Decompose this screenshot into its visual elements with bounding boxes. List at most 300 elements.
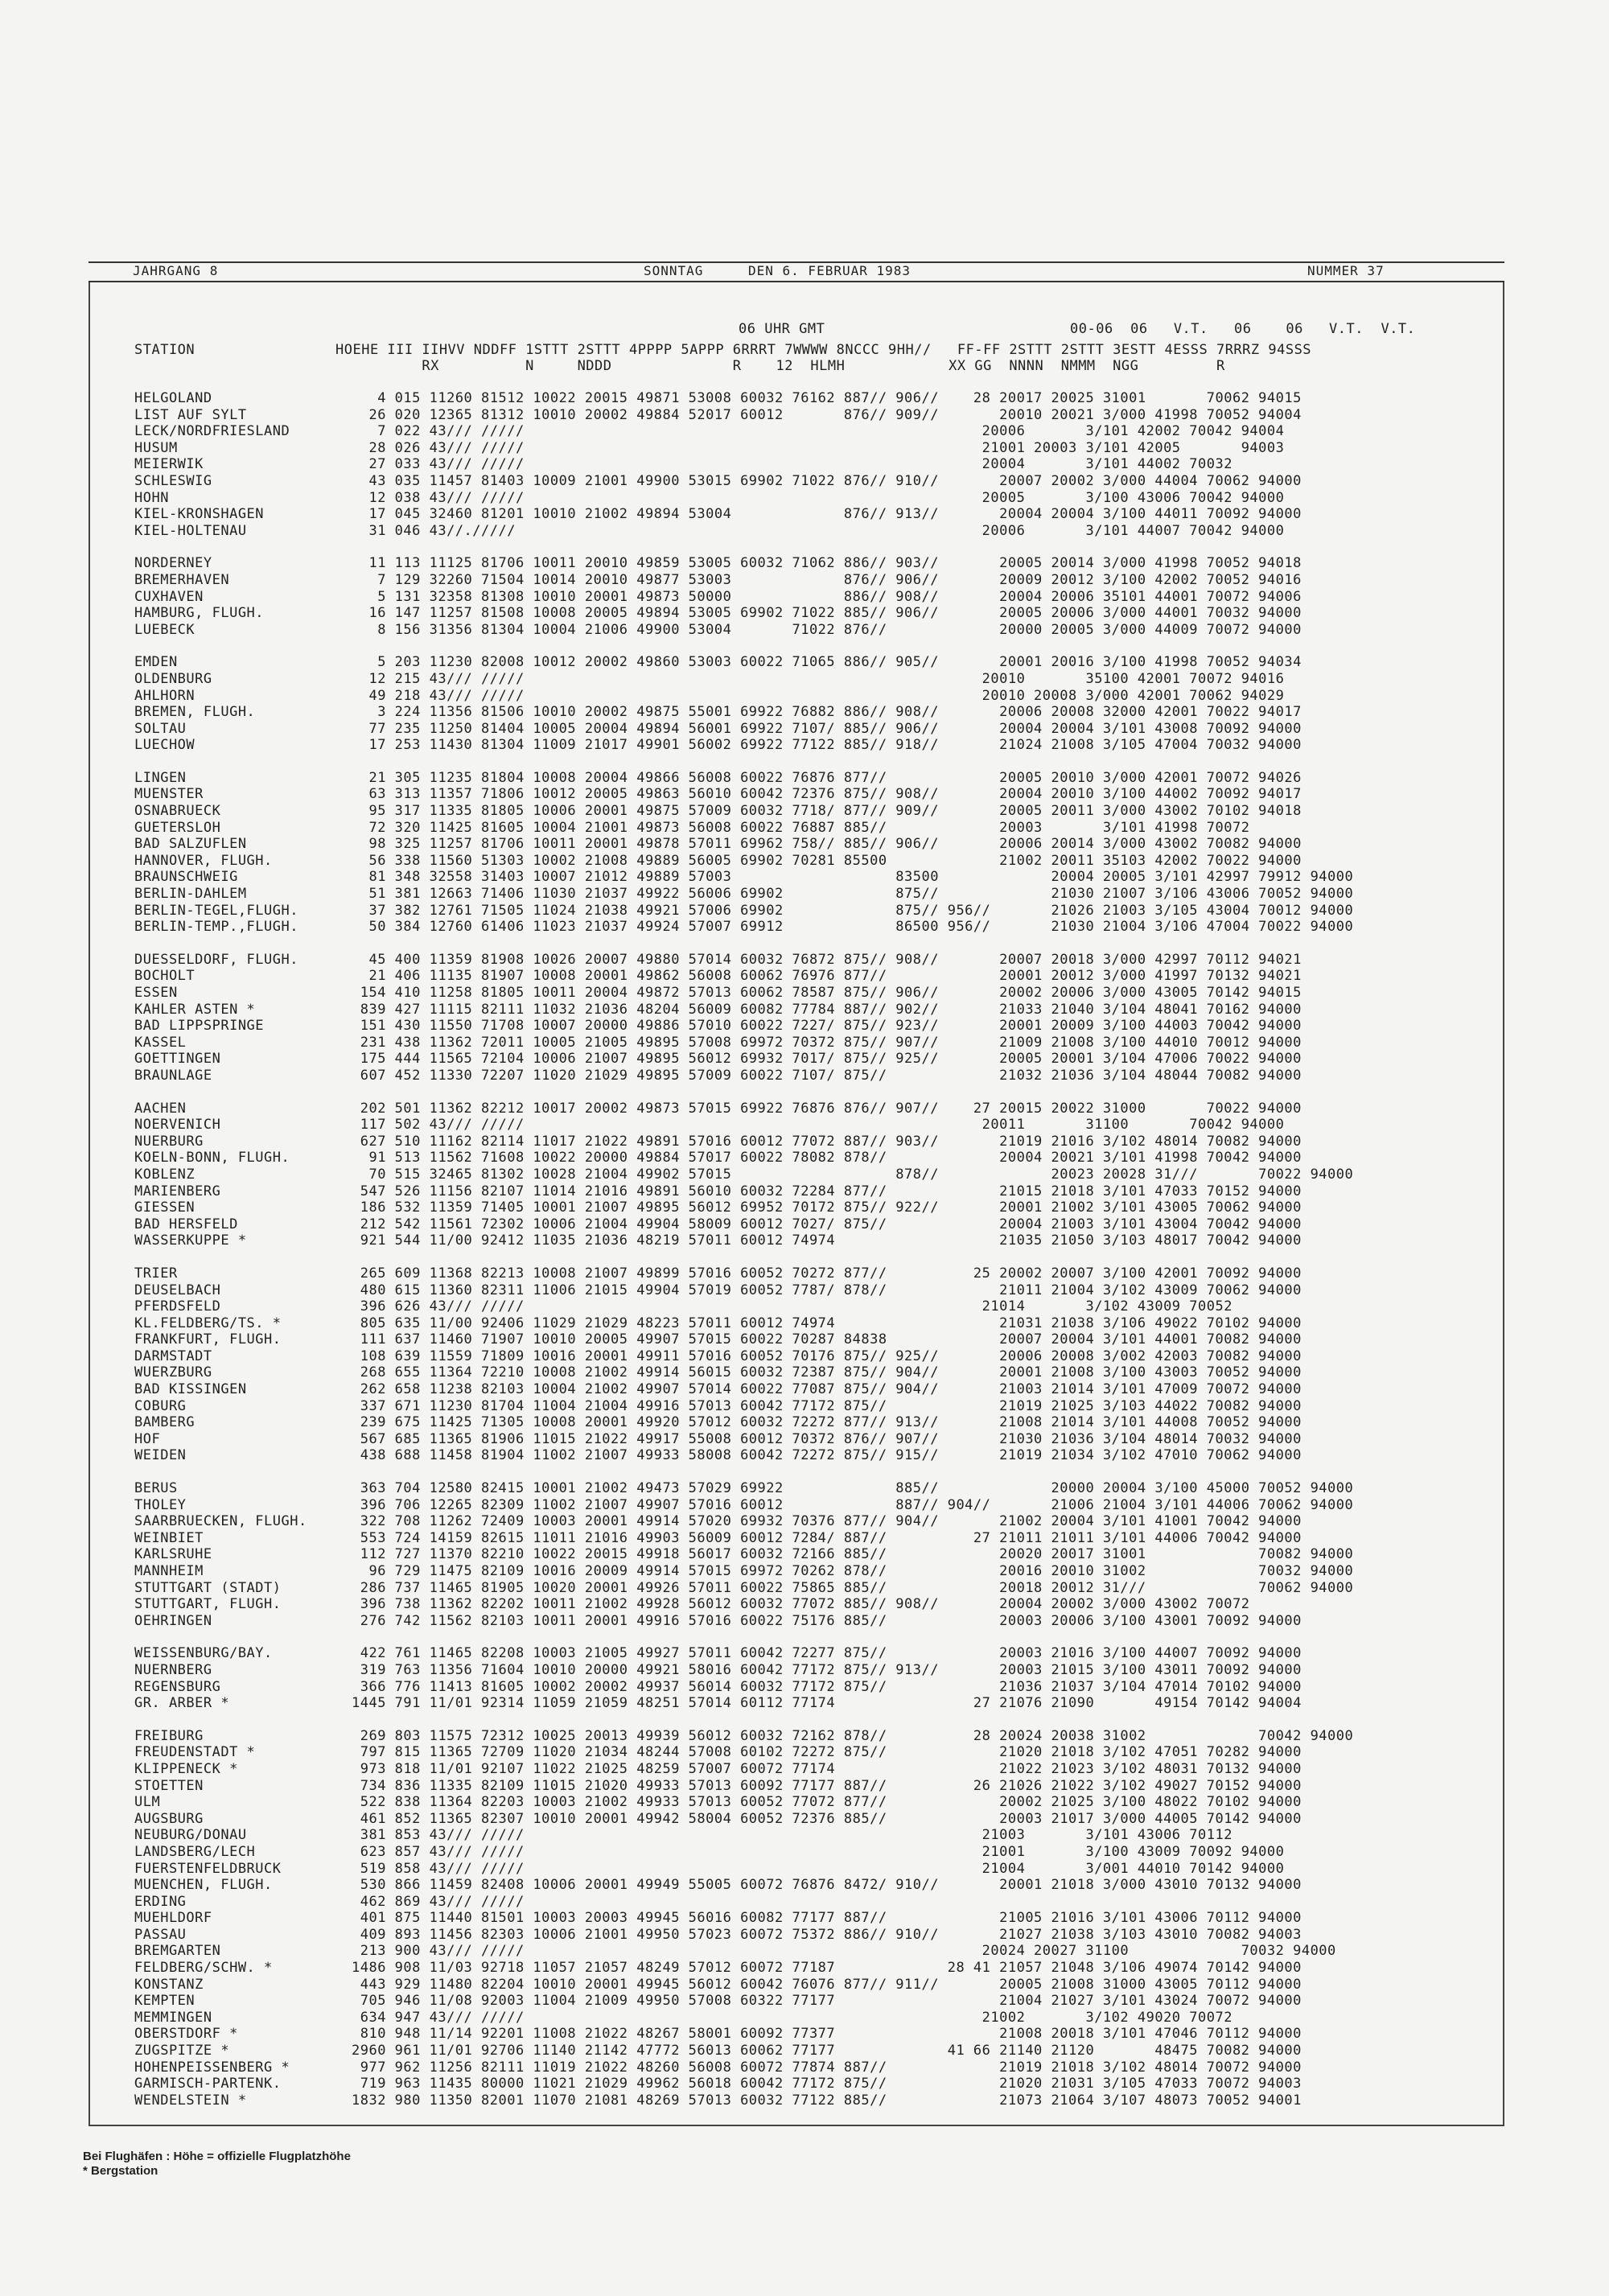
station-row (90, 968, 1503, 985)
station-group (90, 770, 1503, 936)
station-name: HANNOVER, FLUGH. (134, 852, 273, 869)
station-row (90, 1910, 1503, 1927)
station-row (90, 1051, 1503, 1068)
station-name: BOCHOLT (134, 968, 195, 985)
station-row (90, 737, 1503, 754)
weather-report-sheet (88, 261, 1504, 2126)
station-name: PFERDSFELD (134, 1298, 221, 1315)
station-data: 37 382 12761 71505 11024 21038 49921 57006 69902 875// 956// 21026 21003 3/105 43004 70012 94000 (352, 902, 1354, 919)
station-data: 212 542 11561 72302 10006 21004 49904 58009 60012 7027/ 875// 20004 21003 3/101 43004 70042 94000 (352, 1216, 1302, 1232)
station-data: 268 655 11364 72210 10008 21002 49914 56015 60032 72387 875// 904// 20001 21008 3/100 43003 70052 94000 (352, 1364, 1302, 1381)
station-data: 977 962 11256 82111 11019 21022 48260 56008 60072 77874 887// 21019 21018 3/102 48014 70072 94000 (352, 2059, 1302, 2076)
station-data: 607 452 11330 72207 11020 21029 49895 57009 60022 7107/ 875// 21032 21036 3/104 48044 70082 94000 (352, 1067, 1302, 1084)
station-row (90, 1877, 1503, 1894)
station-group (90, 390, 1503, 539)
station-name: FELDBERG/SCHW. * (134, 1960, 273, 1977)
station-data: 797 815 11365 72709 11020 21034 48244 57008 60102 72272 875// 21020 21018 3/102 47051 70282 94000 (352, 1744, 1302, 1761)
station-data: 31 046 43//.///// 20006 3/101 44007 70042 94000 (352, 522, 1285, 539)
station-row (90, 1728, 1503, 1745)
station-row (90, 1134, 1503, 1150)
station-row (90, 523, 1503, 540)
station-name: KIEL-HOLTENAU (134, 522, 247, 539)
station-row (90, 1744, 1503, 1761)
station-row (90, 1331, 1503, 1348)
station-name: STUTTGART (STADT) (134, 1579, 282, 1596)
station-data: 51 381 12663 71406 11030 21037 49922 56006 69902 875// 21030 21007 3/106 43006 70052 94000 (352, 886, 1354, 903)
station-name: OBERSTDORF * (134, 2026, 238, 2043)
station-name: BAD HERSFELD (134, 1216, 238, 1232)
station-name: NUERNBERG (134, 1661, 212, 1678)
station-name: WENDELSTEIN * (134, 2092, 247, 2109)
report-table (88, 282, 1504, 2126)
station-data: 70 515 32465 81302 10028 21004 49902 57015 878// 20023 20028 31/// 70022 94000 (352, 1166, 1354, 1183)
weekday-label: SONNTAG (644, 263, 704, 278)
station-data: 45 400 11359 81908 10026 20007 49880 57014 60032 76872 875// 908// 20007 20018 3/000 42997 70112 94021 (352, 951, 1302, 968)
station-data: 396 738 11362 82202 10011 21002 49928 56012 60032 77072 885// 908// 20004 20002 3/000 43002 70072 (352, 1596, 1250, 1613)
station-row (90, 1778, 1503, 1795)
station-name: BERUS (134, 1480, 178, 1497)
station-row (90, 952, 1503, 969)
station-name: OEHRINGEN (134, 1612, 212, 1629)
station-name: CUXHAVEN (134, 588, 204, 605)
station-name: ZUGSPITZE * (134, 2043, 230, 2059)
station-data: 438 688 11458 81904 11002 21007 49933 58008 60042 72272 875// 915// 21019 21034 3/102 47010 70062 94000 (352, 1447, 1302, 1464)
station-row (90, 490, 1503, 507)
station-data: 461 852 11365 82307 10010 20001 49942 58004 60052 72376 885// 20003 21017 3/000 44005 70142 94000 (352, 1810, 1302, 1827)
station-data: 322 708 11262 72409 10003 20001 49914 57020 69932 70376 877// 904// 21002 20004 3/101 41001 70042 94000 (352, 1513, 1302, 1530)
station-data: 63 313 11357 71806 10012 20005 49863 56010 60042 72376 875// 908// 20004 20010 3/100 44002 70092 94017 (352, 786, 1302, 803)
volume-label: JAHRGANG 8 (133, 263, 219, 278)
station-data: 319 763 11356 71604 10010 20000 49921 58016 60042 77172 875// 913// 20003 21015 3/100 43011 70092 94000 (352, 1661, 1302, 1678)
station-row (90, 1068, 1503, 1084)
station-row (90, 2059, 1503, 2076)
station-row (90, 721, 1503, 738)
station-data: 1486 908 11/03 92718 11057 21057 48249 57012 60072 77187 28 41 21057 21048 3/106 49074 70142 94000 (352, 1960, 1302, 1977)
station-data: 7 129 32260 71504 10014 20010 49877 53003 876// 906// 20009 20012 3/100 42002 70052 94016 (352, 571, 1302, 588)
station-name: LECK/NORDFRIESLAND (134, 423, 290, 440)
station-name: HAMBURG, FLUGH. (134, 605, 265, 622)
station-data: 11 113 11125 81706 10011 20010 49859 53005 60032 71062 886// 903// 20005 20014 3/000 41998 70052 94018 (352, 555, 1302, 572)
station-data: 480 615 11360 82311 11006 21015 49904 57019 60052 7787/ 878// 21011 21004 3/102 43009 70062 94000 (352, 1282, 1302, 1298)
code-column-subheaders: RX N NDDD R 12 HLMH XX GG NNNN NMMM NGG R (335, 358, 1225, 374)
station-name: SAARBRUECKEN, FLUGH. (134, 1513, 307, 1530)
station-row (90, 390, 1503, 407)
station-name: NOERVENICH (134, 1117, 221, 1134)
station-data: 805 635 11/00 92406 11029 21029 48223 57011 60012 74974 21031 21038 3/106 49022 70102 94000 (352, 1315, 1302, 1331)
station-row (90, 1216, 1503, 1233)
station-row (90, 2026, 1503, 2043)
station-name: BAD LIPPSPRINGE (134, 1018, 265, 1035)
station-data: 810 948 11/14 92201 11008 21022 48267 58001 60092 77377 21008 20018 3/101 47046 70112 94000 (352, 2026, 1302, 2043)
station-row (90, 1199, 1503, 1216)
station-data: 154 410 11258 81805 10011 20004 49872 57013 60062 78587 875// 906// 20002 20006 3/000 43005 70142 94015 (352, 985, 1302, 1001)
station-data: 623 857 43/// ///// 21001 3/100 43009 70092 94000 (352, 1843, 1285, 1860)
station-name: HOF (134, 1430, 161, 1447)
station-name: ERDING (134, 1893, 187, 1910)
station-data: 95 317 11335 81805 10006 20001 49875 57009 60032 7718/ 877// 909// 20005 20011 3/000 43002 70102 94018 (352, 803, 1302, 820)
column-header-line-3 (90, 358, 1503, 374)
station-name: BAMBERG (134, 1414, 195, 1431)
station-name: BERLIN-TEMP.,FLUGH. (134, 919, 298, 936)
station-name: AUGSBURG (134, 1810, 204, 1827)
station-data: 2960 961 11/01 92706 11140 21142 47772 56013 60062 77177 41 66 21140 21120 48475 70082 94000 (352, 2043, 1302, 2059)
station-data: 43 035 11457 81403 10009 21001 49900 53015 69902 71022 876// 910// 20007 20002 3/000 44004 70062 94000 (352, 472, 1302, 489)
station-row (90, 836, 1503, 853)
station-row (90, 1480, 1503, 1497)
station-row (90, 1315, 1503, 1332)
station-row (90, 1844, 1503, 1861)
station-name: NUERBURG (134, 1133, 204, 1150)
station-name: TRIER (134, 1265, 178, 1282)
station-row (90, 440, 1503, 457)
station-name: REGENSBURG (134, 1678, 221, 1695)
station-group (90, 1480, 1503, 1629)
station-row (90, 1167, 1503, 1183)
station-data: 8 156 31356 81304 10004 21006 49900 53004 71022 876// 20000 20005 3/000 44009 70072 94000 (352, 621, 1302, 638)
station-name: THOLEY (134, 1496, 187, 1513)
station-name: OSNABRUECK (134, 803, 221, 820)
station-row (90, 506, 1503, 523)
station-group (90, 1265, 1503, 1464)
station-data: 12 215 43/// ///// 20010 35100 42001 70072 94016 (352, 670, 1285, 687)
station-name: BREMERHAVEN (134, 571, 230, 588)
station-row (90, 1596, 1503, 1613)
station-group (90, 952, 1503, 1084)
station-row (90, 1927, 1503, 1944)
station-data: 973 818 11/01 92107 11022 21025 48259 57007 60072 77174 21022 21023 3/102 48031 70132 94000 (352, 1760, 1302, 1777)
station-group (90, 555, 1503, 638)
station-data: 12 038 43/// ///// 20005 3/100 43006 70042 94000 (352, 489, 1285, 506)
station-name: AHLHORN (134, 687, 195, 704)
station-row (90, 1364, 1503, 1381)
station-name: ULM (134, 1794, 161, 1811)
station-data: 1445 791 11/01 92314 11059 21059 48251 57014 60112 77174 27 21076 21090 49154 70142 94004 (352, 1695, 1302, 1712)
station-row (90, 803, 1503, 820)
station-data: 530 866 11459 82408 10006 20001 49949 55005 60072 76876 8472/ 910// 20001 21018 3/000 43010 70132 94000 (352, 1877, 1302, 1894)
station-data: 269 803 11575 72312 10025 20013 49939 56012 60032 72162 878// 28 20024 20038 31002 70042 94000 (352, 1727, 1354, 1744)
station-row (90, 1861, 1503, 1878)
station-name: MUENCHEN, FLUGH. (134, 1877, 273, 1894)
station-name: KIEL-KRONSHAGEN (134, 506, 265, 523)
station-name: KONSTANZ (134, 1976, 204, 1993)
station-row (90, 869, 1503, 886)
station-row (90, 1282, 1503, 1299)
station-column-header: STATION (134, 342, 195, 358)
station-data: 81 348 32558 31403 10007 21012 49889 57003 83500 20004 20005 3/101 42997 79912 94000 (352, 869, 1354, 886)
station-name: GUETERSLOH (134, 819, 221, 836)
station-name: SCHLESWIG (134, 472, 212, 489)
station-name: COBURG (134, 1397, 187, 1414)
station-name: BRAUNSCHWEIG (134, 869, 238, 886)
station-data: 337 671 11230 81704 11004 21004 49916 57013 60042 77172 875// 21019 21025 3/103 44022 70082 94000 (352, 1397, 1302, 1414)
station-row (90, 1993, 1503, 2010)
station-data: 16 147 11257 81508 10008 20005 49894 53005 69902 71022 885// 906// 20005 20006 3/000 44001 70032 94000 (352, 605, 1302, 622)
column-header-line-1 (90, 321, 1503, 337)
station-data: 567 685 11365 81906 11015 21022 49917 55008 60012 70372 876// 907// 21030 21036 3/104 48014 70032 94000 (352, 1430, 1302, 1447)
station-data: 265 609 11368 82213 10008 21007 49899 57016 60052 70272 877// 25 20002 20007 3/100 42001 70092 94000 (352, 1265, 1302, 1282)
station-name: GARMISCH-PARTENK. (134, 2076, 282, 2092)
station-row (90, 1662, 1503, 1679)
station-row (90, 605, 1503, 622)
station-data: 719 963 11435 80000 11021 21029 49962 56018 60042 77172 875// 21020 21031 3/105 47033 70072 94003 (352, 2076, 1302, 2092)
station-data: 50 384 12760 61406 11023 21037 49924 57007 69912 86500 956// 21030 21004 3/106 47004 70022 94000 (352, 919, 1354, 936)
station-data: 77 235 11250 81404 10005 20004 49894 56001 69922 7107/ 885// 906// 20004 20004 3/101 43008 70092 94000 (352, 720, 1302, 737)
station-data: 111 637 11460 71907 10010 20005 49907 57015 60022 70287 84838 20007 20004 3/101 44001 70082 94000 (352, 1331, 1302, 1348)
station-data: 519 858 43/// ///// 21004 3/001 44010 70142 94000 (352, 1860, 1285, 1877)
station-data: 409 893 11456 82303 10006 21001 49950 57023 60072 75372 886// 910// 21027 21038 3/103 43010 70082 94003 (352, 1926, 1302, 1943)
station-data: 396 706 12265 82309 11002 21007 49907 57016 60012 887// 904// 21006 21004 3/101 44006 70062 94000 (352, 1496, 1354, 1513)
station-name: FREIBURG (134, 1727, 204, 1744)
station-row (90, 1977, 1503, 1994)
station-name: KASSEL (134, 1034, 187, 1051)
station-row (90, 572, 1503, 589)
issue-number-label: NUMMER 37 (1307, 263, 1385, 278)
station-name: LUEBECK (134, 621, 195, 638)
forecast-columns-label: 00-06 06 V.T. 06 06 V.T. V.T. (1070, 321, 1416, 337)
station-data: 213 900 43/// ///// 20024 20027 31100 70032 94000 (352, 1943, 1336, 1960)
station-row (90, 1563, 1503, 1580)
station-row (90, 1761, 1503, 1778)
code-column-headers: HOEHE III IIHVV NDDFF 1STTT 2STTT 4PPPP 5APPP 6RRRT 7WWWW 8NCCC 9HH// FF-FF 2STTT 2STTT 3ESTT 4ESSS 7RRRZ 94SSS (335, 342, 1312, 358)
station-data: 839 427 11115 82111 11032 21036 48204 56009 60082 77784 887// 902// 21033 21040 3/104 48041 70162 94000 (352, 1001, 1302, 1018)
station-row (90, 1398, 1503, 1415)
station-data: 49 218 43/// ///// 20010 20008 3/000 42001 70062 94029 (352, 687, 1285, 704)
station-name: FRANKFURT, FLUGH. (134, 1331, 282, 1348)
station-row (90, 1613, 1503, 1630)
station-data: 7 022 43/// ///// 20006 3/101 42002 70042 94004 (352, 423, 1285, 440)
station-name: GOETTINGEN (134, 1051, 221, 1068)
station-data: 363 704 12580 82415 10001 21002 49473 57029 69922 885// 20000 20004 3/100 45000 70052 94000 (352, 1480, 1354, 1497)
station-row (90, 1827, 1503, 1844)
station-name: GIESSEN (134, 1199, 195, 1216)
station-data: 921 544 11/00 92412 11035 21036 48219 57011 60012 74974 21035 21050 3/103 48017 70042 94000 (352, 1232, 1302, 1249)
station-row (90, 555, 1503, 572)
station-data: 522 838 11364 82203 10003 21002 49933 57013 60052 77072 877// 20002 21025 3/100 48022 70102 94000 (352, 1794, 1302, 1811)
station-name: LUECHOW (134, 737, 195, 754)
station-name: KL.FELDBERG/TS. * (134, 1315, 282, 1331)
station-name: BERLIN-TEGEL,FLUGH. (134, 902, 298, 919)
station-row (90, 1960, 1503, 1977)
station-row (90, 654, 1503, 671)
station-data: 98 325 11257 81706 10011 20001 49878 57011 69962 758// 885// 906// 20006 20014 3/000 43002 70082 94000 (352, 836, 1302, 853)
station-name: KEMPTEN (134, 1993, 195, 2010)
station-name: MANNHEIM (134, 1563, 204, 1579)
station-data: 734 836 11335 82109 11015 21020 49933 57013 60092 77177 887// 26 21026 21022 3/102 49027 70152 94000 (352, 1777, 1302, 1794)
station-data: 112 727 11370 82210 10022 20015 49918 56017 60032 72166 885// 20020 20017 31001 70082 94000 (352, 1546, 1354, 1563)
station-name: KLIPPENECK * (134, 1760, 238, 1777)
station-data: 1832 980 11350 82001 11070 21081 48269 57013 60032 77122 885// 21073 21064 3/107 48073 70052 94001 (352, 2092, 1302, 2109)
station-data: 151 430 11550 71708 10007 20000 49886 57010 60022 7227/ 875// 923// 20001 20009 3/100 44003 70042 94000 (352, 1018, 1302, 1035)
station-name: AACHEN (134, 1100, 187, 1117)
station-data: 17 253 11430 81304 11009 21017 49901 56002 69922 77122 885// 918// 21024 21008 3/105 47004 70032 94000 (352, 737, 1302, 754)
footnotes (83, 2150, 351, 2179)
station-row (90, 1414, 1503, 1431)
station-name: NEUBURG/DONAU (134, 1827, 247, 1844)
station-data: 28 026 43/// ///// 21001 20003 3/101 42005 94003 (352, 439, 1285, 456)
station-data: 117 502 43/// ///// 20011 31100 70042 94000 (352, 1117, 1285, 1134)
station-name: DARMSTADT (134, 1348, 212, 1364)
station-row (90, 1645, 1503, 1662)
station-row (90, 853, 1503, 870)
station-data: 96 729 11475 82109 10016 20009 49914 57015 69972 70262 878// 20016 20010 31002 70032 94000 (352, 1563, 1354, 1579)
station-data: 108 639 11559 71809 10016 20001 49911 57016 60052 70176 875// 925// 20006 20008 3/002 42003 70082 94000 (352, 1348, 1302, 1364)
station-row (90, 1679, 1503, 1696)
station-row (90, 1298, 1503, 1315)
station-row (90, 985, 1503, 1002)
station-name: LANDSBERG/LECH (134, 1843, 256, 1860)
station-row (90, 423, 1503, 440)
station-name: KOELN-BONN, FLUGH. (134, 1150, 290, 1167)
station-row (90, 407, 1503, 424)
station-data: 21 406 11135 81907 10008 20001 49862 56008 60062 76976 877// 20001 20012 3/000 41997 70132 94021 (352, 968, 1302, 985)
station-row (90, 820, 1503, 837)
station-data: 186 532 11359 71405 10001 21007 49895 56012 69952 70172 875// 922// 20001 21002 3/101 43005 70062 94000 (352, 1199, 1302, 1216)
station-data: 401 875 11440 81501 10003 20003 49945 56016 60082 77177 887// 21005 21016 3/101 43006 70112 94000 (352, 1910, 1302, 1927)
station-name: HOHN (134, 489, 169, 506)
station-name: WASSERKUPPE * (134, 1232, 247, 1249)
station-row (90, 1580, 1503, 1597)
station-data: 17 045 32460 81201 10010 21002 49894 53004 876// 913// 20004 20004 3/100 44011 70092 94000 (352, 506, 1302, 523)
station-row (90, 1530, 1503, 1547)
station-name: MARIENBERG (134, 1183, 221, 1199)
station-data: 553 724 14159 82615 11011 21016 49903 56009 60012 7284/ 887// 27 21011 21011 3/101 44006 70042 94000 (352, 1529, 1302, 1546)
station-name: EMDEN (134, 654, 178, 671)
station-row (90, 1546, 1503, 1563)
station-data: 705 946 11/08 92003 11004 21009 49950 57008 60322 77177 21004 21027 3/101 43024 70072 94000 (352, 1993, 1302, 2010)
station-data: 462 869 43/// ///// (352, 1893, 525, 1910)
station-row (90, 1943, 1503, 1960)
station-row (90, 1894, 1503, 1911)
station-name: KAHLER ASTEN * (134, 1001, 256, 1018)
station-row (90, 1447, 1503, 1464)
station-row (90, 1018, 1503, 1035)
station-name: MUENSTER (134, 786, 204, 803)
station-data: 276 742 11562 82103 10011 20001 49916 57016 60022 75176 885// 20003 20006 3/100 43001 70092 94000 (352, 1612, 1302, 1629)
station-name: PASSAU (134, 1926, 187, 1943)
station-row (90, 473, 1503, 490)
station-name: MEMMINGEN (134, 2009, 212, 2026)
station-group (90, 1728, 1503, 2109)
station-row (90, 2076, 1503, 2092)
station-name: LIST AUF SYLT (134, 406, 247, 423)
station-data: 627 510 11162 82114 11017 21022 49891 57016 60012 77072 887// 903// 21019 21016 3/102 48014 70082 94000 (352, 1133, 1302, 1150)
station-row (90, 1150, 1503, 1167)
station-name: BRAUNLAGE (134, 1067, 212, 1084)
station-row (90, 2092, 1503, 2109)
station-row (90, 919, 1503, 936)
station-row (90, 622, 1503, 639)
station-name: WUERZBURG (134, 1364, 212, 1381)
airport-height-footnote: Bei Flughäfen : Höhe = offizielle Flugplatzhöhe (83, 2150, 351, 2163)
station-row (90, 1232, 1503, 1249)
station-row (90, 1101, 1503, 1117)
station-row (90, 456, 1503, 473)
station-data: 175 444 11565 72104 10006 21007 49895 56012 69932 7017/ 875// 925// 20005 20001 3/104 47006 70022 94000 (352, 1051, 1302, 1068)
station-row (90, 589, 1503, 606)
station-name: KOBLENZ (134, 1166, 195, 1183)
station-name: FREUDENSTADT * (134, 1744, 256, 1761)
station-data: 634 947 43/// ///// 21002 3/102 49020 70072 (352, 2009, 1232, 2026)
station-row (90, 1002, 1503, 1018)
column-header-line-2 (90, 342, 1503, 358)
station-name: WEISSENBURG/BAY. (134, 1645, 273, 1662)
date-label: DEN 6. FEBRUAR 1983 (748, 263, 911, 278)
station-name: ESSEN (134, 985, 178, 1001)
station-name: BAD SALZUFLEN (134, 836, 247, 853)
station-row (90, 671, 1503, 688)
station-data: 91 513 11562 71608 10022 20000 49884 57017 60022 78082 878// 20004 20021 3/101 41998 70042 94000 (352, 1150, 1302, 1167)
station-row (90, 786, 1503, 803)
station-data: 5 203 11230 82008 10012 20002 49860 53003 60022 71065 886// 905// 20001 20016 3/100 41998 70052 94034 (352, 654, 1302, 671)
station-data: 547 526 11156 82107 11014 21016 49891 56010 60032 72284 877// 21015 21018 3/101 47033 70152 94000 (352, 1183, 1302, 1199)
station-name: HELGOLAND (134, 390, 212, 406)
station-name: NORDERNEY (134, 555, 212, 572)
station-row (90, 1381, 1503, 1398)
observation-time-label: 06 UHR GMT (739, 321, 825, 337)
station-name: WEINBIET (134, 1529, 204, 1546)
station-name: STOETTEN (134, 1777, 204, 1794)
station-name: BAD KISSINGEN (134, 1381, 247, 1398)
station-data: 366 776 11413 81605 10002 20002 49937 56014 60032 77172 875// 21036 21037 3/104 47014 70102 94000 (352, 1678, 1302, 1695)
station-row (90, 1348, 1503, 1365)
station-row (90, 1035, 1503, 1051)
station-row (90, 1183, 1503, 1200)
station-name: HUSUM (134, 439, 178, 456)
station-data: 231 438 11362 72011 10005 21005 49895 57008 69972 70372 875// 907// 21009 21008 3/100 44010 70012 94000 (352, 1034, 1302, 1051)
station-name: BREMGARTEN (134, 1943, 221, 1960)
station-data: 239 675 11425 71305 10008 20001 49920 57012 60032 72272 877// 913// 21008 21014 3/101 44008 70052 94000 (352, 1414, 1302, 1431)
station-data: 26 020 12365 81312 10010 20002 49884 52017 60012 876// 909// 20010 20021 3/000 41998 70052 94004 (352, 406, 1302, 423)
station-name: DUESSELDORF, FLUGH. (134, 951, 298, 968)
report-header-bar (88, 261, 1504, 282)
station-row (90, 770, 1503, 787)
station-data: 422 761 11465 82208 10003 21005 49927 57011 60042 72277 875// 20003 21016 3/100 44007 70092 94000 (352, 1645, 1302, 1662)
station-name: BERLIN-DAHLEM (134, 886, 247, 903)
station-row (90, 1497, 1503, 1514)
station-data: 286 737 11465 81905 10020 20001 49926 57011 60022 75865 885// 20018 20012 31/// 70062 94000 (352, 1579, 1354, 1596)
station-name: OLDENBURG (134, 670, 212, 687)
station-name: STUTTGART, FLUGH. (134, 1596, 282, 1613)
station-row (90, 2043, 1503, 2059)
station-group (90, 654, 1503, 754)
station-row (90, 1811, 1503, 1828)
station-row (90, 1513, 1503, 1530)
station-name: MUEHLDORF (134, 1910, 212, 1927)
station-row (90, 886, 1503, 903)
station-group (90, 1101, 1503, 1249)
station-groups (90, 390, 1503, 2109)
station-row (90, 704, 1503, 721)
station-row (90, 1695, 1503, 1712)
mountain-station-footnote: * Bergstation (83, 2164, 158, 2178)
station-data: 72 320 11425 81605 10004 21001 49873 56008 60022 76887 885// 20003 3/101 41998 70072 (352, 819, 1250, 836)
station-name: FUERSTENFELDBRUCK (134, 1860, 282, 1877)
station-name: KARLSRUHE (134, 1546, 212, 1563)
station-data: 4 015 11260 81512 10022 20015 49871 53008 60032 76162 887// 906// 28 20017 20025 31001 70062 94015 (352, 390, 1302, 406)
station-row (90, 688, 1503, 705)
station-data: 202 501 11362 82212 10017 20002 49873 57015 69922 76876 876// 907// 27 20015 20022 31000 70022 94000 (352, 1100, 1302, 1117)
station-name: HOHENPEISSENBERG * (134, 2059, 290, 2076)
station-data: 5 131 32358 81308 10010 20001 49873 50000 886// 908// 20004 20006 35101 44001 70072 94006 (352, 588, 1302, 605)
station-data: 21 305 11235 81804 10008 20004 49866 56008 60022 76876 877// 20005 20010 3/000 42001 70072 94026 (352, 769, 1302, 786)
station-data: 396 626 43/// ///// 21014 3/102 43009 70052 (352, 1298, 1232, 1315)
station-data: 443 929 11480 82204 10010 20001 49945 56012 60042 76076 877// 911// 20005 21008 31000 43005 70112 94000 (352, 1976, 1302, 1993)
station-row (90, 1794, 1503, 1811)
station-data: 381 853 43/// ///// 21003 3/101 43006 70112 (352, 1827, 1232, 1844)
station-data: 27 033 43/// ///// 20004 3/101 44002 70032 (352, 456, 1232, 473)
station-row (90, 1117, 1503, 1134)
station-name: LINGEN (134, 769, 187, 786)
